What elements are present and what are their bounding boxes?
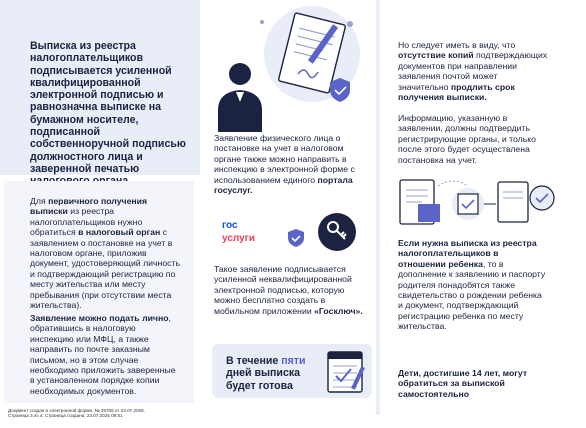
footer-line: Страница 3 из 4. Страница создана: 23.07.2025 09:51 [8,413,123,419]
text-run: Но следует иметь в виду, что [398,40,516,50]
svg-text:гос: гос [222,220,238,231]
five-days-callout [212,344,372,398]
shield-check-icon [286,228,306,248]
gosuslugi-paragraph [214,133,364,195]
svg-text:услуги: услуги [222,233,255,244]
first-request-paragraph [30,196,180,310]
submit-in-person-paragraph [30,313,180,396]
text-run: с заявлением о постановке на учет в налоговом органе, приложив документ, удостоверяющий личность и подтверждающий регистрацию по месту жительства или месту пребывания (при отсутствии места жительства). [30,227,180,311]
text-run: подтверждающих документов при направлении заявления почтой может значительно [398,50,548,92]
text-run: из реестра налогоплательщиков нужно обратиться [30,206,143,238]
bold-run: портала госуслуг. [214,174,353,196]
bold-run: «Госключ». [314,305,363,316]
gosklyuch-paragraph [214,264,364,316]
bold-run: в налоговый орган [78,227,161,238]
text-run: Такое заявление подписывается усиленной неквалифицированной электронной подписью, которую можно бесплатно создать в мобильном приложении [214,264,352,316]
footer-line: Документ создан в электронной форме. № 29706 от 23.07.2025. [8,408,146,413]
gosuslugi-logo-icon [220,213,280,249]
document-footer [8,408,308,419]
verification-paragraph: Информацию, указанную в заявлении, должны подтвердить регистрирующие органы, и только после этого будет осуществлена постановка на учет. [398,113,536,165]
gosuslugi-logo [220,213,280,249]
accent-run: пяти [281,355,306,367]
column-right [376,0,572,415]
bold-run: продлить срок получения выписки. [398,81,515,103]
age-14-paragraph: Дети, достигшие 14 лет, могут обратиться за выпиской самостоятельно [398,368,528,399]
lead-statement: Выписка из реестра налогоплательщиков подписывается усиленной квалифицированной электронной подписью и равнозначна выписке на бумажном носителе, подписанной собственноручной подписью должностного лица и заверенной печатью [30,40,186,175]
text-run: , обратившись в налоговую инспекцию или МФЦ, а также направить по почте заказным письмом, но в этом случае необходимо приложить заверенные в установленном порядке копии необходимых документов. [30,313,176,396]
text-run: Заявление физического лица о постановке на учет в налоговом органе также можно направить в инспекцию в электронной форме с использованием единого [214,133,355,185]
document-workflow-illustration [398,176,558,234]
text-run: В течение [226,355,282,367]
bold-run: первичного получения выписки [30,196,148,217]
child-extract-paragraph [398,238,548,332]
text-run: дней выписка будет готова [226,367,301,392]
text-run: , то в дополнение к заявлению и паспорту родителя понадобятся также свидетельство о рождении ребенка и документ, подтверждающий регистрацию ребенка по месту жительства. [398,258,546,332]
text-run: Для [30,196,49,206]
bold-run: Заявление можно подать лично [30,313,169,323]
person-signing-document-illustration [202,4,374,132]
column-left [0,0,200,415]
bold-run: Если нужна выписка из реестра налогоплательщиков в отношении ребенка [398,238,537,269]
copies-warning-paragraph [398,40,548,102]
calendar-checklist-icon [324,346,370,396]
callout-text [226,355,316,392]
bold-run: отсутствие копий [398,50,474,61]
key-icon [317,212,357,252]
